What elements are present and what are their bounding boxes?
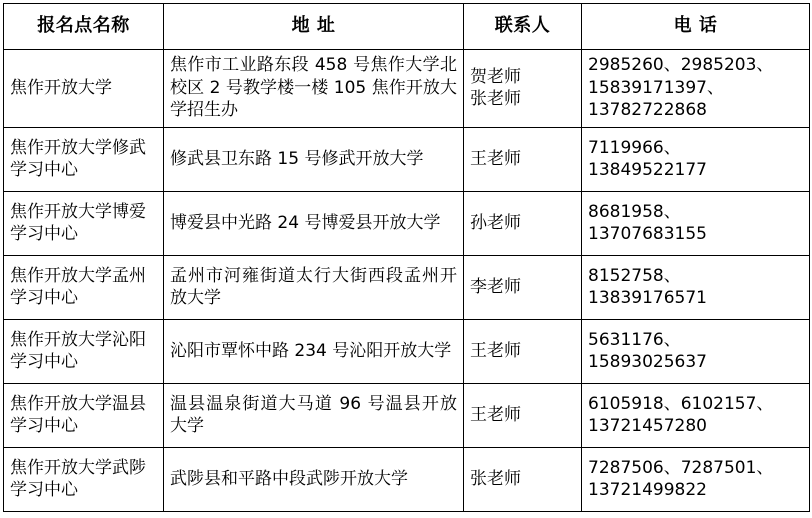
phone-line: 8152758、: [588, 265, 681, 286]
contact-line: 王老师: [470, 340, 521, 361]
table-row: [4, 448, 810, 512]
table-row: [4, 192, 810, 256]
cell-address: 沁阳市覃怀中路 234 号沁阳开放大学: [164, 320, 464, 384]
column-header-address-label: 地 址: [291, 15, 336, 37]
cell-phone: [582, 128, 810, 192]
cell-point-name: 焦作开放大学温县学习中心: [4, 384, 164, 448]
contact-line: 王老师: [470, 404, 521, 425]
cell-contact: [464, 448, 582, 512]
contact-line: 张老师: [470, 89, 521, 109]
column-header-phone: [582, 4, 810, 50]
cell-address: 武陟县和平路中段武陟开放大学: [164, 448, 464, 512]
cell-contact: [464, 256, 582, 320]
contact-line: 贺老师: [470, 66, 521, 87]
table-row: [4, 320, 810, 384]
registration-points-table: [3, 3, 810, 512]
phone-line: 7287506、7287501、: [588, 457, 774, 478]
column-header-address: [164, 4, 464, 50]
cell-point-name: 焦作开放大学: [4, 50, 164, 128]
table-header-row: [4, 4, 810, 50]
cell-contact: [464, 320, 582, 384]
document-page: [0, 3, 812, 518]
phone-line: 13839176571: [588, 288, 707, 308]
phone-line: 13849522177: [588, 160, 707, 180]
cell-contact: [464, 128, 582, 192]
cell-contact: [464, 384, 582, 448]
table-row: [4, 384, 810, 448]
phone-line: 13721457280: [588, 416, 707, 436]
column-header-phone-label: 电 话: [673, 15, 718, 37]
contact-line: 李老师: [470, 276, 521, 297]
phone-line: 13782722868: [588, 100, 707, 121]
cell-phone: [582, 256, 810, 320]
phone-line: 2985260、2985203、: [588, 55, 774, 76]
phone-line: 13707683155: [588, 224, 707, 244]
phone-line: 6105918、6102157、: [588, 393, 774, 414]
contact-line: 王老师: [470, 148, 521, 169]
cell-point-name: 焦作开放大学修武学习中心: [4, 128, 164, 192]
table-row: [4, 128, 810, 192]
table-row: [4, 256, 810, 320]
table-body: [4, 50, 810, 512]
contact-line: 孙老师: [470, 212, 521, 233]
cell-phone: [582, 192, 810, 256]
table-row: [4, 50, 810, 128]
cell-phone: [582, 50, 810, 128]
cell-point-name: 焦作开放大学沁阳学习中心: [4, 320, 164, 384]
cell-point-name: 焦作开放大学武陟学习中心: [4, 448, 164, 512]
table-header: [4, 4, 810, 50]
cell-address: 焦作市工业路东段 458 号焦作大学北校区 2 号教学楼一楼 105 焦作开放大学招生办: [164, 50, 464, 128]
phone-line: 13721499822: [588, 480, 707, 500]
cell-phone: [582, 320, 810, 384]
cell-contact: [464, 50, 582, 128]
column-header-name: [4, 4, 164, 50]
phone-line: 5631176、: [588, 329, 681, 350]
cell-phone: [582, 448, 810, 512]
column-header-name-label: 报名点名称: [37, 15, 130, 37]
cell-point-name: 焦作开放大学博爱学习中心: [4, 192, 164, 256]
cell-point-name: 焦作开放大学孟州学习中心: [4, 256, 164, 320]
column-header-contact-label: 联系人: [494, 15, 551, 37]
cell-contact: [464, 192, 582, 256]
cell-phone: [582, 384, 810, 448]
phone-line: 7119966、: [588, 137, 681, 158]
phone-line: 15893025637: [588, 352, 707, 372]
cell-address: 博爱县中光路 24 号博爱县开放大学: [164, 192, 464, 256]
phone-line: 15839171397、: [588, 77, 724, 98]
cell-address: 温县温泉街道大马道 96 号温县开放大学: [164, 384, 464, 448]
column-header-contact: [464, 4, 582, 50]
cell-address: 孟州市河雍街道太行大街西段孟州开放大学: [164, 256, 464, 320]
contact-line: 张老师: [470, 468, 521, 489]
cell-address: 修武县卫东路 15 号修武开放大学: [164, 128, 464, 192]
phone-line: 8681958、: [588, 201, 681, 222]
